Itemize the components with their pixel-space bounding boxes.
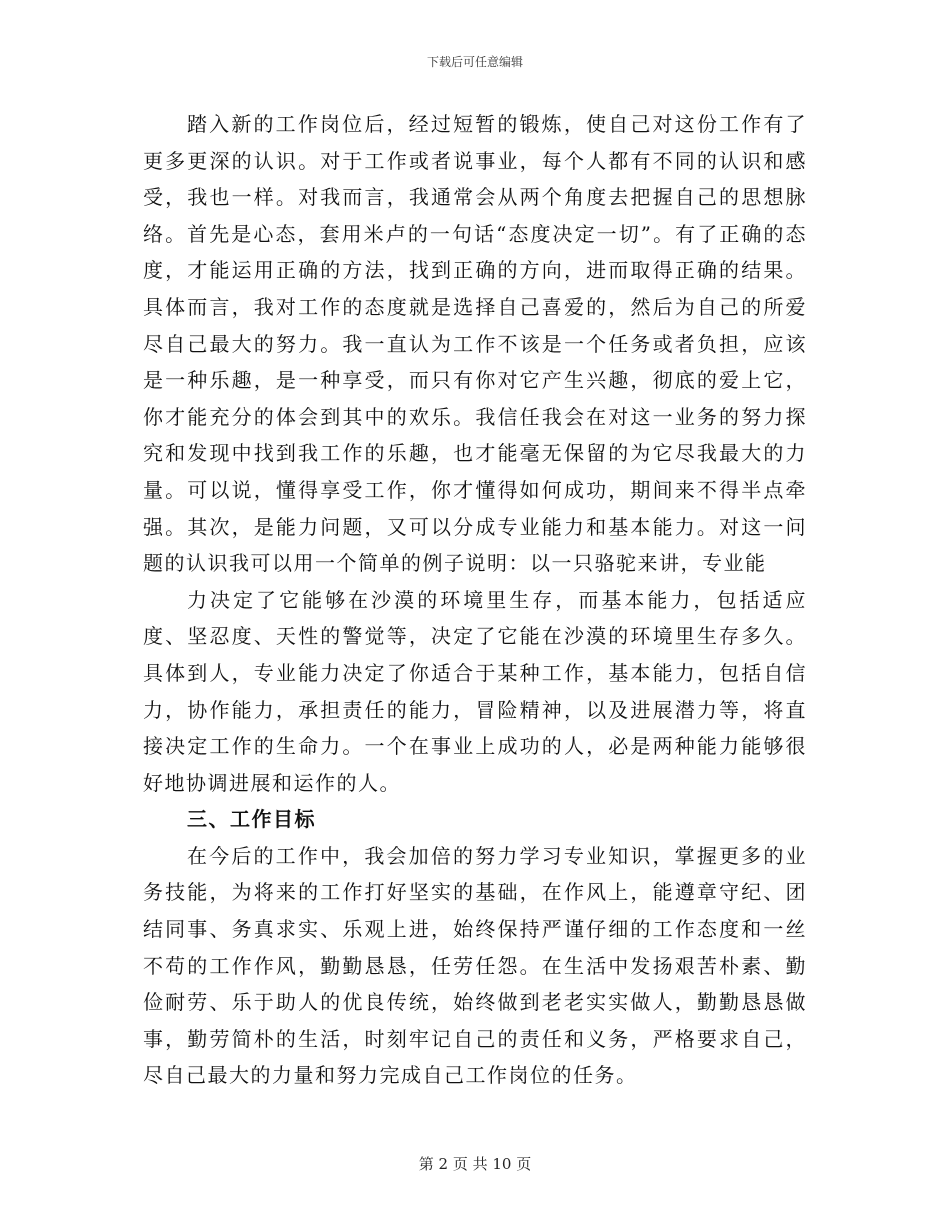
paragraph-work-attitude: 踏入新的工作岗位后，经过短暂的锻炼，使自己对这份工作有了更多更深的认识。对于工作或者说事业，每个人都有不同的认识和感受，我也一样。对我而言，我通常会从两个角度去把握自己的思想脉络。首先是心态，套用米卢的一句话“态度决定一切”。有了正确的态度，才能运用正确的方法，找到正确的方向，进而取得正确的结果。具体而言，我对工作的态度就是选择自己喜爱的，然后为自己的所爱尽自己最大的努力。我一直认为工作不该是一个任务或者负担，应该是一种乐趣，是一种享受，而只有你对它产生兴趣，彻底的爱上它，你才能充分的体会到其中的欢乐。我信任我会在对这一业务的努力探究和发现中找到我工作的乐趣，也才能毫无保留的为它尽我最大的力量。可以说，懂得享受工作，你才懂得如何成功，期间来不得半点牵强。其次，是能力问题，又可以分成专业能力和基本能力。对这一问题的认识我可以用一个简单的例子说明：以一只骆驼来讲，专业能 (143, 112, 807, 576)
page-footer: 第 2 页 共 10 页 (418, 1155, 532, 1173)
section-heading-work-goals: 三、工作目标 (187, 807, 316, 832)
paragraph-work-goals: 在今后的工作中，我会加倍的努力学习专业知识，掌握更多的业务技能，为将来的工作打好坚实的基础，在作风上，能遵章守纪、团结同事、务真求实、乐观上进，始终保持严谨仔细的工作态度和一丝不苟的工作作风，勤勤恳恳，任劳任怨。在生活中发扬艰苦朴素、勤俭耐劳、乐于助人的优良传统，始终做到老老实实做人，勤勤恳恳做事，勤劳简朴的生活，时刻牢记自己的责任和义务，严格要求自己，尽自己最大的力量和努力完成自己工作岗位的任务。 (143, 843, 807, 1088)
paragraph-ability: 力决定了它能够在沙漠的环境里生存，而基本能力，包括适应度、坚忍度、天性的警觉等，决定了它能在沙漠的环境里生存多久。具体到人，专业能力决定了你适合于某种工作，基本能力，包括自信力，协作能力，承担责任的能力，冒险精神，以及进展潜力等，将直接决定工作的生命力。一个在事业上成功的人，必是两种能力能够很好地协调进展和运作的人。 (143, 587, 807, 795)
page-header: 下载后可任意编辑 (426, 55, 523, 69)
document-body (143, 106, 807, 1094)
